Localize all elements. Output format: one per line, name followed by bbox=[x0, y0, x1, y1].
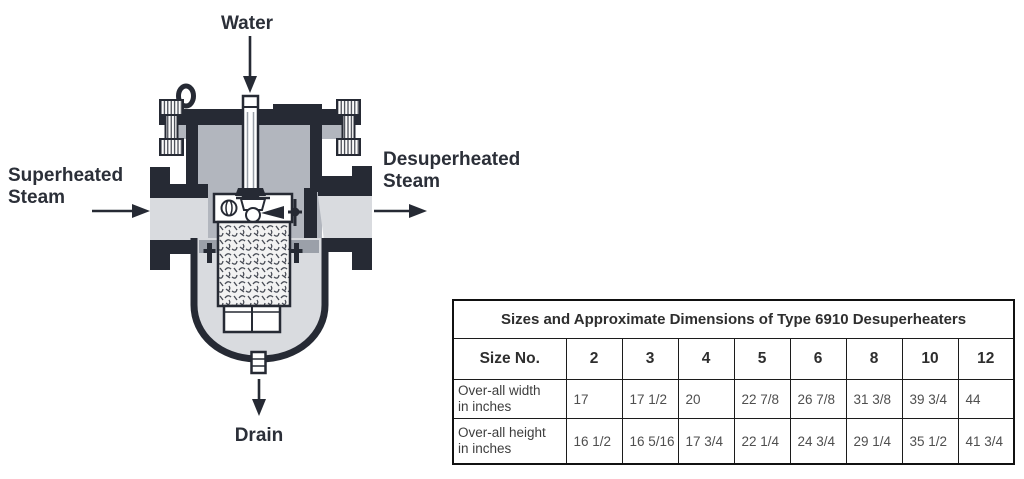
size-col-header: 3 bbox=[622, 339, 678, 380]
water-arrow-icon bbox=[243, 36, 257, 93]
cover-flange bbox=[159, 109, 361, 125]
dimension-cell: 17 1/2 bbox=[622, 380, 678, 419]
dimension-cell: 29 1/4 bbox=[846, 419, 902, 465]
table-header-row bbox=[453, 339, 1014, 380]
drain-stub bbox=[252, 352, 266, 373]
dimension-cell: 17 3/4 bbox=[678, 419, 734, 465]
packing-section bbox=[218, 222, 290, 306]
size-col-header: 8 bbox=[846, 339, 902, 380]
dimension-cell: 41 3/4 bbox=[958, 419, 1014, 465]
water-label: Water bbox=[220, 13, 274, 34]
table-title: Sizes and Approximate Dimensions of Type 6910 Desuperheaters bbox=[453, 300, 1014, 339]
bottom-collar bbox=[224, 306, 280, 332]
drain-label: Drain bbox=[234, 425, 284, 446]
row-label: Over-all width in inches bbox=[453, 380, 566, 419]
superheated-steam-label-line2: Steam bbox=[8, 187, 66, 208]
desuperheated-steam-arrow-icon bbox=[374, 204, 427, 218]
superheated-steam-label-line1: Superheated bbox=[8, 165, 124, 186]
size-col-header: 10 bbox=[902, 339, 958, 380]
dimension-cell: 31 3/8 bbox=[846, 380, 902, 419]
size-col-header: 2 bbox=[566, 339, 622, 380]
size-col-header: 12 bbox=[958, 339, 1014, 380]
desuperheated-steam-label-line2: Steam bbox=[383, 171, 441, 192]
dimension-cell: 22 7/8 bbox=[734, 380, 790, 419]
dimension-cell: 17 bbox=[566, 380, 622, 419]
dimensions-table bbox=[452, 299, 1015, 465]
dimension-cell: 22 1/4 bbox=[734, 419, 790, 465]
size-no-header: Size No. bbox=[453, 339, 566, 380]
drain-arrow-icon bbox=[252, 379, 266, 416]
dimension-cell: 35 1/2 bbox=[902, 419, 958, 465]
dimension-cell: 16 5/16 bbox=[622, 419, 678, 465]
table-row bbox=[453, 419, 1014, 465]
dimension-cell: 16 1/2 bbox=[566, 419, 622, 465]
row-label: Over-all height in inches bbox=[453, 419, 566, 465]
table-row bbox=[453, 380, 1014, 419]
dimension-cell: 26 7/8 bbox=[790, 380, 846, 419]
dimension-cell: 44 bbox=[958, 380, 1014, 419]
superheated-steam-arrow-icon bbox=[92, 204, 150, 218]
size-col-header: 5 bbox=[734, 339, 790, 380]
dimension-cell: 24 3/4 bbox=[790, 419, 846, 465]
dimension-cell: 20 bbox=[678, 380, 734, 419]
size-col-header: 6 bbox=[790, 339, 846, 380]
dimension-cell: 39 3/4 bbox=[902, 380, 958, 419]
desuperheated-steam-label-line1: Desuperheated bbox=[383, 149, 521, 170]
size-col-header: 4 bbox=[678, 339, 734, 380]
